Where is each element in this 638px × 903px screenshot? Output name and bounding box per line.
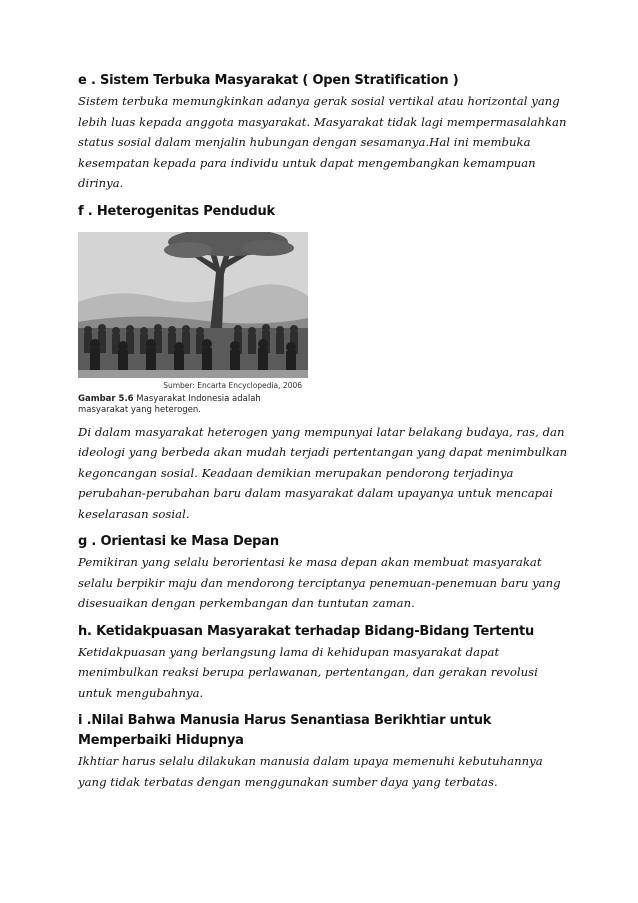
- section-h-heading: h. Ketidakpuasan Masyarakat terhadap Bidang-Bidang Tertentu: [78, 623, 535, 639]
- section-f-heading: f . Heterogenitas Penduduk: [78, 203, 275, 219]
- figure-caption-text: Masyarakat Indonesia adalah masyarakat yang heterogen.: [78, 393, 261, 415]
- section-g-body: Pemikiran yang selalu berorientasi ke masa depan akan membuat masyarakat selalu berpikir maju dan mendorong terciptanya penemuan-penemuan baru yang disesuaikan dengan perkembangan dan tuntutan zaman.: [78, 555, 561, 610]
- section-i-heading: i .Nilai Bahwa Manusia Harus Senantiasa Berikhtiar untuk Memperbaiki Hidupnya: [78, 713, 492, 748]
- section-f-body: Di dalam masyarakat heterogen yang mempunyai latar belakang budaya, ras, dan ideologi yang berbeda akan mudah terjadi pertentangan yang dapat menimbulkan kegoncangan sosial. Keadaan demikian merupakan pendorong terjadinya perubahan-perubahan baru dalam masyarakat dalam upayanya untuk mencapai keselarasan sosial.: [78, 424, 568, 521]
- figure-caption: [78, 394, 278, 416]
- section-i-body: Ikhtiar harus selalu dilakukan manusia dalam upaya memenuhi kebutuhannya yang tidak terbatas dengan menggunakan sumber daya yang terbatas.: [78, 754, 543, 789]
- crowd-photo: [78, 232, 308, 378]
- section-h-body: Ketidakpuasan yang berlangsung lama di kehidupan masyarakat dapat menimbulkan reaksi berupa perlawanan, pertentangan, dan gerakan revolusi untuk mengubahnya.: [78, 644, 538, 700]
- figure-source: Sumber: Encarta Encyclopedia, 2006: [163, 380, 302, 390]
- section-e-body: Sistem terbuka memungkinkan adanya gerak sosial vertikal atau horizontal yang lebih luas kepada anggota masyarakat. Masyarakat tidak lagi mempermasalahkan status sosial dalam menjalin hubungan dengan sesamanya.Hal ini membuka kesempatan kepada para individu untuk dapat mengembangkan kemampuan dirinya.: [78, 94, 567, 190]
- figure-heterogeneous-society: [78, 232, 308, 416]
- crowd-photo-illustration: [78, 232, 308, 378]
- section-g-heading: g . Orientasi ke Masa Depan: [78, 534, 279, 549]
- document-page: [78, 71, 568, 792]
- section-e-heading: e . Sistem Terbuka Masyarakat ( Open Stratification ): [78, 73, 459, 88]
- figure-caption-label: Gambar 5.6: [78, 393, 134, 404]
